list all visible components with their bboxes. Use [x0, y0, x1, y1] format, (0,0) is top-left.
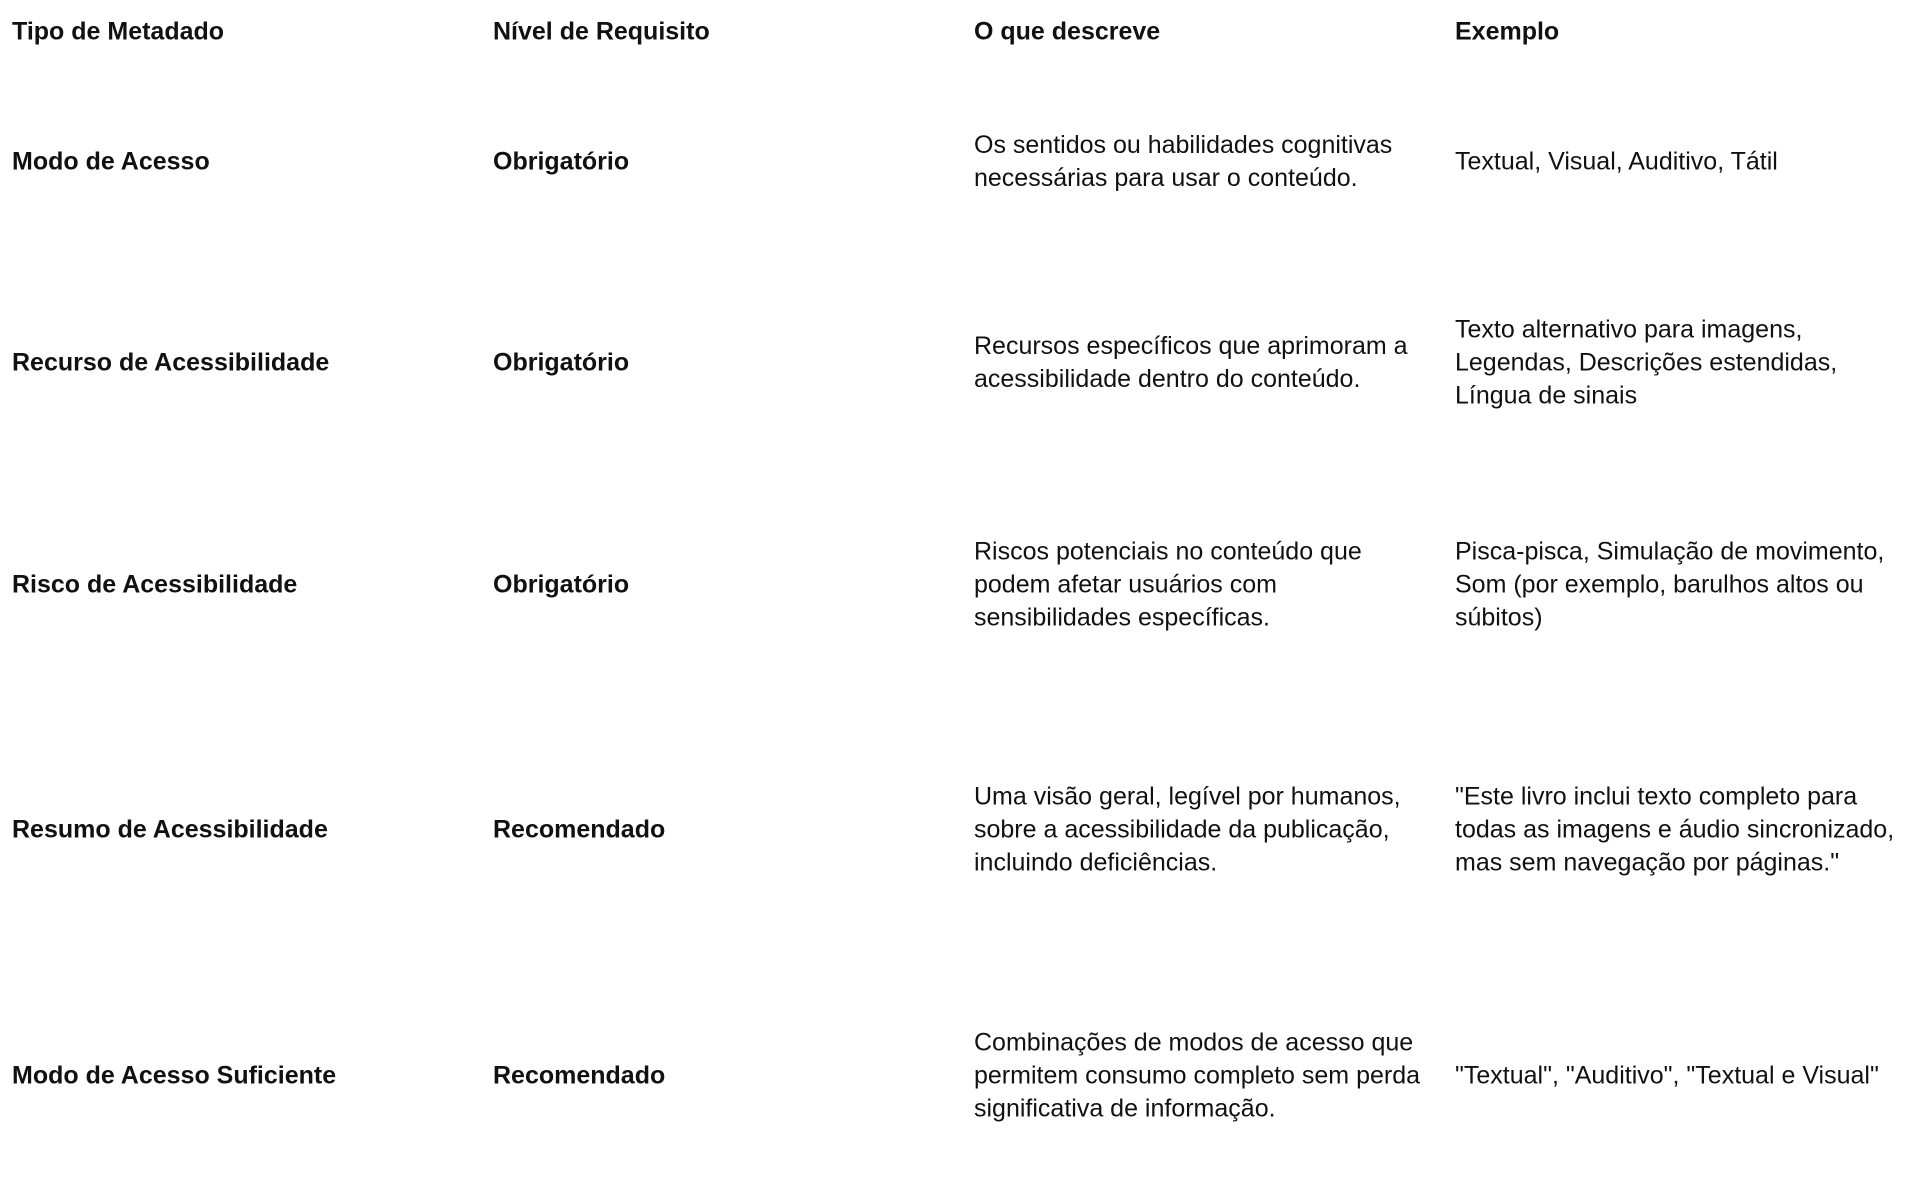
metadata-type-cell: Resumo de Acessibilidade: [12, 815, 328, 844]
table-row: [0, 112, 1920, 212]
requirement-level-cell: Obrigatório: [493, 147, 630, 176]
example-cell: Texto alternativo para imagens, Legendas, Descrições estendidas, Língua de sinais: [1455, 315, 1838, 409]
header-description: O que descreve: [974, 17, 1161, 46]
example-cell: "Textual", "Auditivo", "Textual e Visual": [1455, 1061, 1879, 1090]
metadata-type-cell: Risco de Acessibilidade: [12, 570, 298, 599]
table-row: [0, 750, 1920, 910]
requirement-level-cell: Recomendado: [493, 1061, 666, 1090]
description-cell: Uma visão geral, legível por humanos, sobre a acessibilidade da publicação, incluindo deficiências.: [974, 782, 1401, 877]
metadata-type-cell: Recurso de Acessibilidade: [12, 348, 330, 376]
header-metadata-type: Tipo de Metadado: [12, 17, 225, 46]
header-example: Exemplo: [1455, 17, 1560, 46]
metadata-type-cell: Modo de Acesso Suficiente: [12, 1061, 337, 1090]
metadata-type-cell: Modo de Acesso: [12, 147, 210, 176]
description-cell: Recursos específicos que aprimoram a acessibilidade dentro do conteúdo.: [974, 331, 1408, 393]
header-requirement-level: Nível de Requisito: [493, 17, 710, 46]
example-cell: Pisca-pisca, Simulação de movimento, Som (por exemplo, barulhos altos ou súbitos): [1455, 537, 1885, 632]
table-row: [0, 515, 1920, 655]
requirement-level-cell: Obrigatório: [493, 570, 630, 599]
requirement-level-cell: Obrigatório: [493, 348, 630, 376]
description-cell: Riscos potenciais no conteúdo que podem afetar usuários com sensibilidades específicas.: [974, 537, 1362, 632]
table-row: [0, 1000, 1920, 1152]
example-cell: Textual, Visual, Auditivo, Tátil: [1455, 147, 1778, 176]
description-cell: Os sentidos ou habilidades cognitivas necessárias para usar o conteúdo.: [974, 131, 1393, 192]
table-row: [0, 295, 1920, 430]
example-cell: "Este livro inclui texto completo para todas as imagens e áudio sincronizado, mas sem navegação por páginas.": [1455, 782, 1895, 877]
requirement-level-cell: Recomendado: [493, 815, 666, 844]
table-header-row: [0, 12, 1920, 52]
description-cell: Combinações de modos de acesso que permitem consumo completo sem perda significativa de informação.: [974, 1028, 1421, 1123]
